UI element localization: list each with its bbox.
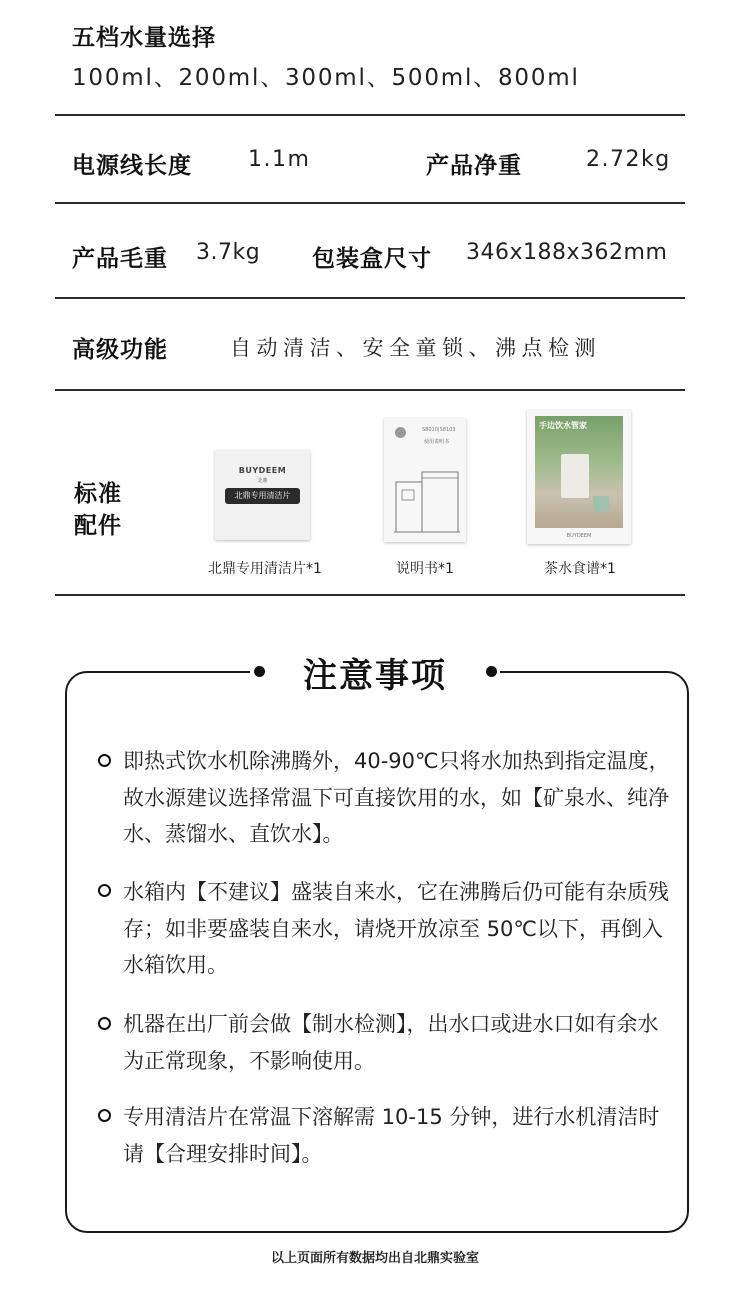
recipe-dispenser (561, 454, 589, 498)
box-size-value: 346x188x362mm (466, 240, 668, 265)
manual-dispenser-drawing (388, 466, 464, 538)
features-value: 自动清洁、安全童锁、沸点检测 (230, 336, 601, 360)
gross-weight-label: 产品毛重 (72, 246, 168, 272)
bullet-icon (98, 754, 111, 767)
water-volume-value: 100ml、200ml、300ml、500ml、800ml (72, 65, 580, 91)
manual-logo-icon (395, 427, 406, 438)
bullet-icon (98, 1017, 111, 1030)
recipe-title: 手边饮水管家 (539, 421, 587, 430)
cleaning-tablet-image (215, 450, 310, 540)
tea-recipe-image (527, 410, 631, 544)
pack-brand-cn: 北鼎 (257, 478, 268, 484)
cord-length-label: 电源线长度 (72, 153, 192, 179)
accessories-label-line2: 配件 (74, 513, 122, 539)
net-weight-value: 2.72kg (586, 147, 671, 172)
net-weight-label: 产品净重 (426, 153, 522, 179)
notice-item: 机器在出厂前会做【制水检测】，出水口或进水口如有余水为正常现象，不影响使用。 (123, 1012, 659, 1073)
cleaning-tablet-caption: 北鼎专用清洁片*1 (208, 561, 322, 577)
gross-weight-value: 3.7kg (196, 240, 261, 265)
notice-title: 注意事项 (303, 656, 447, 696)
box-size-label: 包装盒尺寸 (312, 246, 432, 272)
notice-item: 即热式饮水机除沸腾外，40-90℃只将水加热到指定温度，故水源建议选择常温下可直接饮用的水，如【矿泉水、纯净水、蒸馏水、直饮水】。 (123, 749, 670, 846)
cord-length-value: 1.1m (248, 147, 311, 172)
divider (55, 202, 685, 204)
divider (55, 389, 685, 391)
tea-recipe-caption: 茶水食谱*1 (544, 561, 616, 577)
bullet-icon (98, 1109, 111, 1122)
features-label: 高级功能 (72, 337, 168, 363)
pack-label-text: 北鼎专用清洁片 (234, 491, 291, 500)
manual-image (384, 418, 466, 542)
notice-item: 专用清洁片在常温下溶解需 10-15 分钟，进行水机清洁时请【合理安排时间】。 (123, 1105, 660, 1166)
bullet-icon (98, 884, 111, 897)
divider (55, 114, 685, 116)
notice-item: 水箱内【不建议】盛装自来水，它在沸腾后仍可能有杂质残存；如非要盛装自来水，请烧开放凉至 50℃以下，再倒入水箱饮用。 (123, 880, 669, 977)
pack-brand: BUYDEEM (238, 466, 287, 475)
manual-caption: 说明书*1 (396, 561, 454, 577)
accessories-label-line1: 标准 (74, 481, 122, 507)
divider (55, 297, 685, 299)
pack-label (225, 488, 300, 504)
footer-note: 以上页面所有数据均出自北鼎实验室 (270, 1251, 479, 1266)
divider (55, 594, 685, 596)
manual-title: 使用说明书 (424, 439, 450, 445)
recipe-cup (593, 496, 609, 512)
recipe-brand: BUYDEEM (566, 533, 592, 539)
water-volume-label: 五档水量选择 (72, 25, 216, 51)
manual-model: S8010|S8103 (422, 427, 456, 433)
